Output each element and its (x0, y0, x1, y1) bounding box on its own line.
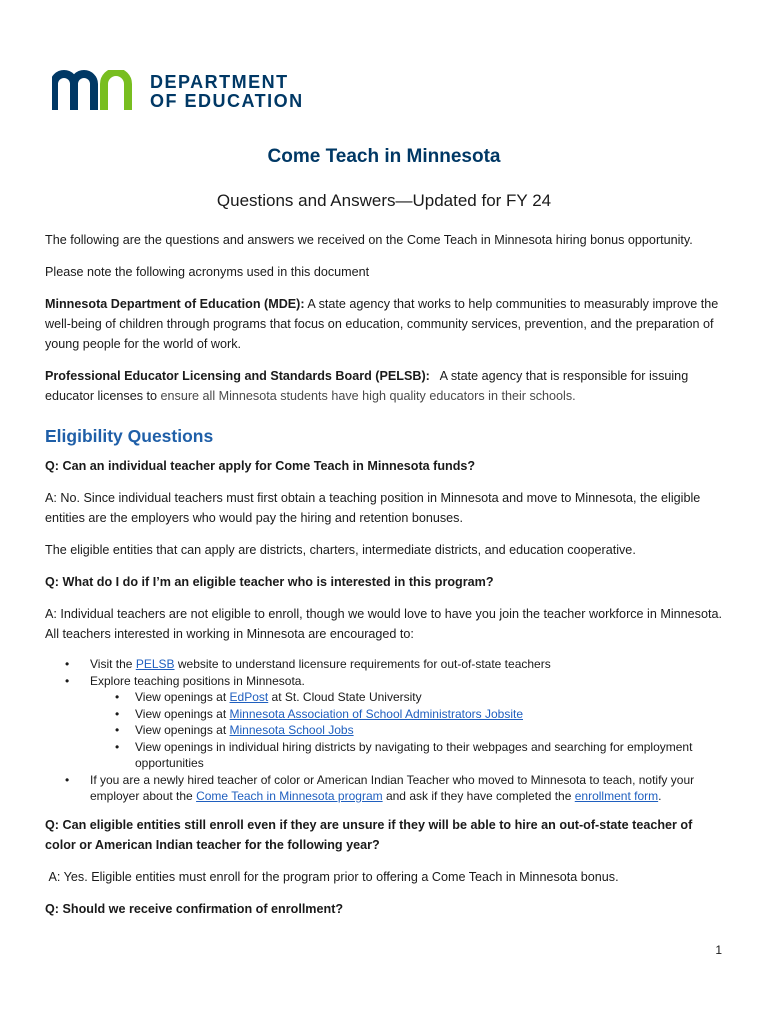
logo-line-2: OF EDUCATION (150, 91, 304, 111)
sub-list-item: • View openings at EdPost at St. Cloud State University (90, 689, 725, 706)
mn-logo-icon (52, 70, 138, 114)
sub-list-item: • View openings at Minnesota Association of School Administrators Jobsite (90, 706, 725, 723)
pelsb-link[interactable]: PELSB (135, 657, 175, 671)
acronym-note: Please note the following acronyms used in this document (45, 265, 370, 279)
question-4: Q: Should we receive confirmation of enrollment? (45, 901, 344, 916)
answer-2: A: Individual teachers are not eligible to enroll, though we would love to have you join the teacher workforce in Minnesota. All teachers interested in working in Minnesota are encouraged to: (45, 607, 722, 641)
pelsb-definition-text-b: ensure all Minnesota students have high quality educators in their schools. (160, 389, 576, 403)
recommendation-list (45, 656, 725, 805)
logo-line-1: DEPARTMENT (150, 72, 289, 92)
masa-jobsite-link[interactable]: Minnesota Association of School Administrators Jobsite (229, 706, 523, 721)
question-2: Q: What do I do if I’m an eligible teacher who is interested in this program? (45, 575, 494, 589)
sub-list-item: • View openings in individual hiring districts by navigating to their webpages and searching for employment opportunities (90, 739, 725, 772)
edpost-link[interactable]: EdPost (229, 690, 269, 704)
mde-definition (45, 294, 725, 354)
sub-list (90, 689, 725, 772)
answer-1-entities: The eligible entities that can apply are districts, charters, intermediate districts, and education cooperative. (45, 543, 636, 557)
come-teach-program-link[interactable]: Come Teach in Minnesota program (196, 789, 383, 803)
pelsb-definition-text-a: A state agency that is responsible for issuing educator licenses to (45, 369, 692, 403)
mn-school-jobs-link[interactable]: Minnesota School Jobs (229, 723, 354, 737)
question-3: Q: Can eligible entities still enroll even if they are unsure if they will be able to hire an out-of-state teacher of color or American Indian teacher for the following year? (45, 817, 693, 852)
logo-wordmark (150, 73, 304, 111)
page-subtitle: Questions and Answers—Updated for FY 24 (216, 191, 552, 210)
list-item: • Visit the PELSB website to understand licensure requirements for out-of-state teachers (45, 656, 725, 673)
pelsb-term: Professional Educator Licensing and Standards Board (PELSB): (45, 369, 430, 383)
list-item: • If you are a newly hired teacher of color or American Indian Teacher who moved to Minnesota to teach, notify your employer about the Come Teach in Minnesota program and ask if they have completed the enrollment form. (45, 772, 725, 805)
page-number: 1 (715, 943, 722, 957)
answer-1: A: No. Since individual teachers must first obtain a teaching position in Minnesota and move to Minnesota, the eligible entities are the employers who would pay the hiring and retention bonuses. (45, 491, 701, 525)
document-body (45, 230, 725, 919)
list-item: • Explore teaching positions in Minnesota. • View openings at EdPost at St. Cloud State University • View openings at Minnesota Association of School Administrators Jobsite • View openings at Minnesota School Jobs • View openings in individual hiring districts by navigating to their webpages and searching for employment opportunities (45, 673, 725, 772)
answer-3: A: Yes. Eligible entities must enroll for the program prior to offering a Come Teach in Minnesota bonus. (45, 869, 619, 884)
intro-paragraph: The following are the questions and answers we received on the Come Teach in Minnesota hiring bonus opportunity. (45, 233, 693, 247)
mde-logo (52, 70, 304, 114)
mde-term: Minnesota Department of Education (MDE): (45, 297, 305, 311)
question-1: Q: Can an individual teacher apply for Come Teach in Minnesota funds? (45, 459, 476, 473)
page-title: Come Teach in Minnesota (267, 146, 501, 167)
pelsb-definition (45, 366, 725, 406)
sub-list-item: • View openings at Minnesota School Jobs (90, 722, 725, 739)
section-heading: Eligibility Questions (45, 426, 214, 446)
enrollment-form-link[interactable]: enrollment form (574, 789, 659, 803)
mde-definition-text: A state agency that works to help communities to measurably improve the well-being of children through programs that focus on education, community services, prevention, and the preparation of young people for the world of work. (45, 297, 719, 351)
